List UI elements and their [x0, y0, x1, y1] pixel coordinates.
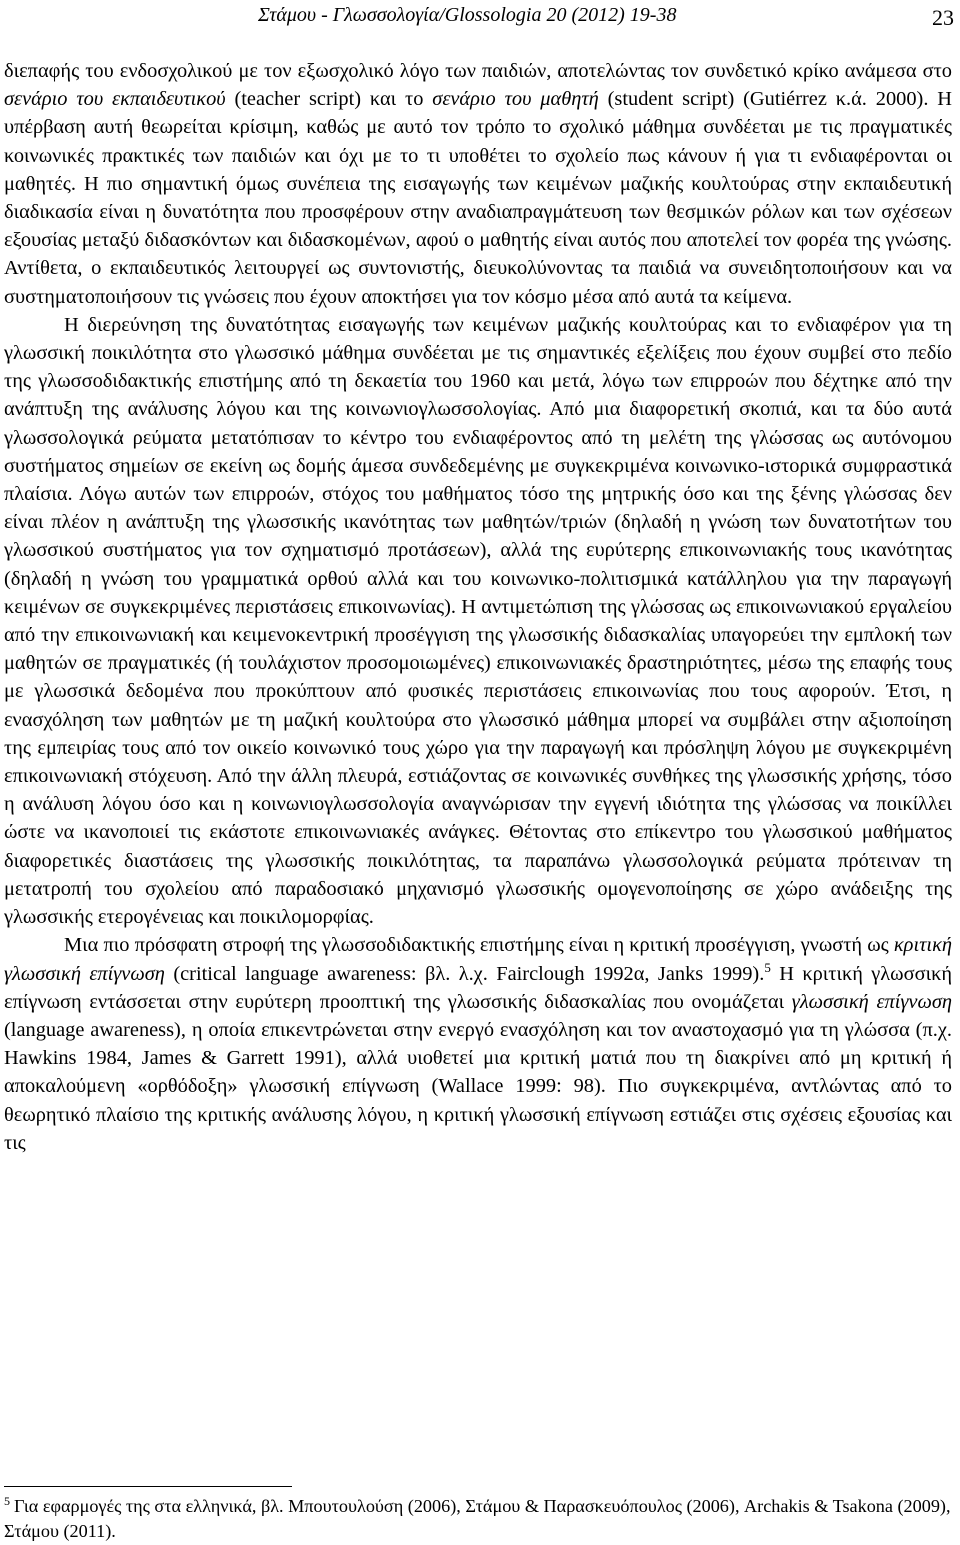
p1-text-3: (student script) (Gutiérrez κ.ά. 2000). Η υπέρβαση αυτή θεωρείται κρίσιμη, καθώς με αυτό τον τρόπο το σχολικό μάθημα συνδέεται με τις πραγματικές κοινωνικές πρακτικές των παιδιών και όχι με το τι υποθέτει το σχολείο πως κάνουν ή για τι ενδιαφέρονται οι μαθητές. Η πιο σημαντική όμως συνέπεια της εισαγωγής των κειμένων μαζικής κουλτούρας στην εκπαιδευτική διαδικασία είναι η δυνατότητα που προσφέρουν στην αναδιαπραγμάτευση των θεσμικών ρόλων και των σχέσεων εξουσίας μεταξύ διδασκόντων και διδασκομένων, αφού ο μαθητής είναι αυτός που αποτελεί τον φορέα της γνώσης. Αντίθετα, ο εκπαιδευτικός λειτουργεί ως συντονιστής, διευκολύνοντας τα παιδιά να συνειδητοποιήσουν και να συστηματοποιήσουν τις γνώσεις που έχουν αποκτήσει για τον κόσμο μέσα από αυτά τα κείμενα. — [4, 88, 952, 308]
p1-italic-teacher-script: σενάριο του εκπαιδευτικού — [4, 88, 226, 111]
running-header — [258, 2, 954, 32]
p3-text-4: (language awareness), η οποία επικεντρώνεται στην ενεργό ενασχόληση και τον αναστοχασμό για τη γλώσσα (π.χ. Hawkins 1984, James & Garrett 1991), αλλά υιοθετεί μια κριτική ματιά που τη διακρίνει από μη κριτική ή αποκαλούμενη «ορθόδοξη» γλωσσική επίγνωση (Wallace 1999: 98). Πιο συγκεκριμένα, αντλώντας από το θεωρητικό πλαίσιο της κριτικής ανάλυσης λόγου, η κριτική γλωσσική επίγνωση εστιάζει στις σχέσεις εξουσίας και τις — [4, 1018, 952, 1154]
p3-text-3: Η κριτική γλωσσική επίγνωση εντάσσεται στην ευρύτερη προοπτική της γλωσσικής διδασκαλίας που ονομάζεται — [4, 962, 953, 1013]
p2-text: Η διερεύνηση της δυνατότητας εισαγωγής των κειμένων μαζικής κουλτούρας και το ενδιαφέρον για τη γλωσσική ποικιλότητα στο γλωσσικό μάθημα συνδέεται με τις σημαντικές εξελίξεις που έχουν συμβεί στο πεδίο της γλωσσοδιδακτικής επιστήμης από τη δεκαετία του 1960 και μετά, λόγω των επιρροών που δέχτηκε από την ανάπτυξη της ανάλυσης λόγου και της κοινωνιογλωσσολογίας. Από μια διαφορετική σκοπιά, και τα δύο αυτά γλωσσολογικά ρεύματα μετατόπισαν το κέντρο του ενδιαφέροντος από τη μελέτη της γλώσσας ως αυτόνομου συστήματος σημείων σε εκείνη ως δομής άμεσα συνδεδεμένης με συγκεκριμένα κοινωνικο-ιστορικά συμφραστικά πλαίσια. Λόγω αυτών των επιρροών, στόχος του μαθήματος τόσο της μητρικής όσο και της ξένης γλώσσας δεν είναι πλέον η ανάπτυξη της γλωσσικής ικανότητας των μαθητών/τριών (δηλαδή η γνώση των δυνατοτήτων του γλωσσικού συστήματος για τον σχηματισμό προτάσεων), αλλά της ευρύτερης επικοινωνιακής τους ικανότητας (δηλαδή η γνώση του γραμματικά ορθού αλλά και του κοινωνικο-πολιτισμικά κατάλληλου για την παραγωγή κειμένων σε συγκεκριμένες περιστάσεις επικοινωνίας). Η αντιμετώπιση της γλώσσας ως επικοινωνιακού εργαλείου από την επικοινωνιακή και κειμενοκεντρική προσέγγιση της γλωσσικής διδασκαλίας υπαγορεύει την εμπλοκή των μαθητών σε πραγματικές (ή τουλάχιστον προσομοιωμένες) επικοινωνιακές δραστηριότητες, μέσω της επαφής τους με γλωσσικά δεδομένα που προκύπτουν από φυσικές περιστάσεις επικοινωνίας που τους αφορούν. Έτσι, η ενασχόληση των μαθητών με τη μαζική κουλτούρα στο γλωσσικό μάθημα μπορεί να συμβάλει στην αξιοποίηση της εμπειρίας τους από τον οικείο κοινωνικό τους χώρο για την παραγωγή και πρόσληψη λόγου με συγκεκριμένη επικοινωνιακή στόχευση. Από την άλλη πλευρά, εστιάζοντας σε κοινωνικές συνθήκες της γλωσσικής χρήσης, τόσο η ανάλυση λόγου όσο και η κοινωνιογλωσσολογία αναγνώρισαν την εγγενή ιδιότητα της γλώσσας να ποικίλλει ώστε να ικανοποιεί τις εκάστοτε επικοινωνιακές ανάγκες. Θέτοντας στο επίκεντρο του γλωσσικού μαθήματος διαφορετικές διαστάσεις της γλωσσικής ποικιλότητας, τα παραπάνω γλωσσολογικά ρεύματα πρότειναν τη μετατροπή του σχολείου από παραδοσιακό μηχανισμό γλωσσικής ομογενοποίησης σε χώρο ανάδειξης της γλωσσικής ετερογένειας και ποικιλομορφίας. — [4, 313, 952, 929]
footnote-text: Για εφαρμογές της στα ελληνικά, βλ. Μπουτουλούση (2006), Στάμου & Παρασκευόπουλος (2006), Archakis & Tsakona (2009), Στάμου (2011). — [4, 1496, 951, 1541]
paragraph-3 — [4, 931, 952, 1157]
footnote — [4, 1494, 952, 1544]
p1-italic-student-script: σενάριο του μαθητή — [432, 88, 599, 111]
running-title: Στάμου - Γλωσσολογία/Glossologia 20 (2012) 19-38 — [258, 4, 677, 26]
p1-text-1: διεπαφής του ενδοσχολικού με τον εξωσχολικό λόγο των παιδιών, αποτελώντας τον συνδετικό κρίκο ανάμεσα στο — [4, 60, 952, 82]
p3-italic-language-awareness: γλωσσική επίγνωση — [791, 990, 953, 1013]
paragraph-2 — [4, 311, 952, 931]
p3-text-1: Μια πιο πρόσφατη στροφή της γλωσσοδιδακτικής επιστήμης είναι η κριτική προσέγγιση, γνωστή ως — [64, 934, 894, 957]
page-number: 23 — [932, 5, 954, 30]
footnote-divider — [4, 1486, 292, 1487]
paragraph-1 — [4, 57, 952, 311]
footnote-number: 5 — [4, 1494, 10, 1508]
p3-italic-critical-language-awareness: κριτική γλωσσική επίγνωση — [4, 934, 952, 985]
p1-text-2: (teacher script) και το — [225, 88, 433, 111]
footnote-reference[interactable]: 5 — [764, 959, 771, 975]
p3-text-2: (critical language awareness: βλ. λ.χ. Fairclough 1992α, Janks 1999). — [164, 962, 765, 985]
main-body-text — [4, 57, 952, 1157]
